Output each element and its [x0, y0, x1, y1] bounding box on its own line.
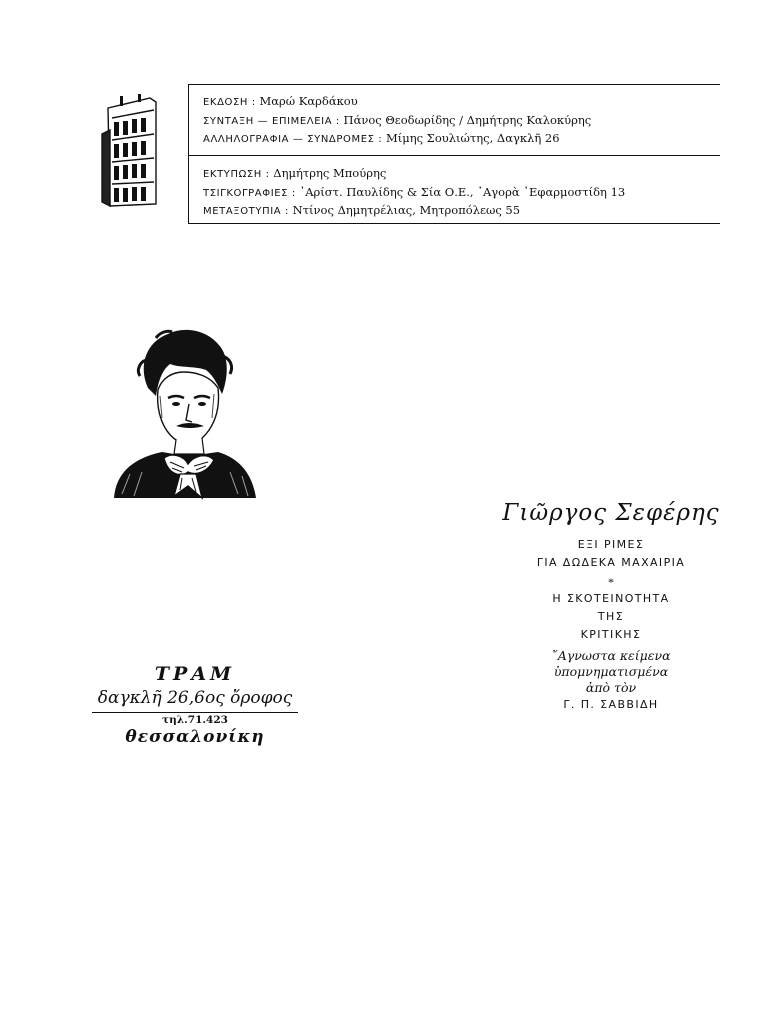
colophon-row-printing [203, 165, 720, 184]
book-title-line-4: ΤΗΣ [597, 610, 625, 623]
colophon-value: Δημήτρης Μπούρης [273, 166, 387, 180]
colophon-editorial-block [189, 85, 720, 149]
colophon-box [188, 84, 720, 224]
colophon-caption: ΣΥΝΤΑΞΗ — ΕΠΙΜΕΛΕΙΑ : [203, 115, 340, 127]
colophon-value: ᾿Αρίστ. Παυλίδης & Σία Ο.Ε., ᾿Αγορὰ ᾿Εφαρμοστίδη 13 [299, 184, 626, 199]
tram-phone: τηλ.71.423 [162, 714, 228, 726]
colophon-caption: ΤΣΙΓΚΟΓΡΑΦΙΕΣ : [203, 187, 296, 199]
tram-address: δαγκλῆ 26,6ος ὄροφος [92, 686, 298, 713]
book-title-line-2: ΓΙΑ ΔΩΔΕΚΑ ΜΑΧΑΙΡΙΑ [536, 556, 686, 569]
tram-city: θεσσαλονίκη [125, 727, 265, 747]
book-subtitle-line-2: ὑπομνηματισμένα [553, 664, 669, 679]
book-title-line-1: ΕΞΙ ΡΙΜΕΣ [577, 538, 645, 551]
tram-imprint [92, 662, 298, 747]
colophon-value: Μαρώ Καρδάκου [259, 94, 358, 108]
book-title-block [486, 496, 736, 714]
colophon-row-engravings [203, 184, 720, 203]
book-editor-name: Γ. Π. ΣΑΒΒΙΔΗ [563, 698, 659, 711]
colophon-row-editors [203, 112, 720, 131]
colophon-caption: ΑΛΛΗΛΟΓΡΑΦΙΑ — ΣΥΝΔΡΟΜΕΣ : [203, 134, 383, 145]
colophon-caption: ΕΚΔΟΣΗ : [203, 97, 256, 108]
building-logo-image [98, 94, 160, 210]
separator-asterisk: * [608, 575, 614, 589]
author-portrait-image [110, 326, 258, 506]
colophon-value: Ντίνος Δημητρέλιας, Μητροπόλεως 55 [292, 203, 521, 217]
colophon-value: Μίμης Σουλιώτης, Δαγκλῆ 26 [385, 131, 560, 145]
author-name: Γιῶργος Σεφέρης [502, 500, 720, 526]
book-title-line-5: ΚΡΙΤΙΚΗΣ [580, 628, 642, 641]
book-title-line-3: Η ΣΚΟΤΕΙΝΟΤΗΤΑ [552, 592, 670, 605]
colophon-caption: ΕΚΤΥΠΩΣΗ : [203, 169, 270, 180]
colophon-row-publisher [203, 93, 720, 112]
book-subtitle-line-1: ῎Αγνωστα κείμενα [551, 648, 671, 663]
colophon-caption: ΜΕΤΑΞΟΤΥΠΙΑ : [203, 206, 289, 217]
tram-title: ΤΡΑΜ [154, 663, 236, 685]
colophon-row-silkscreen [203, 202, 720, 221]
book-subtitle-line-3: ἀπὸ τὸν [585, 680, 637, 695]
colophon-value: Πάνος Θεοδωρίδης / Δημήτρης Καλοκύρης [343, 112, 592, 127]
colophon-production-block [189, 155, 720, 221]
colophon-row-correspondence [203, 130, 720, 149]
